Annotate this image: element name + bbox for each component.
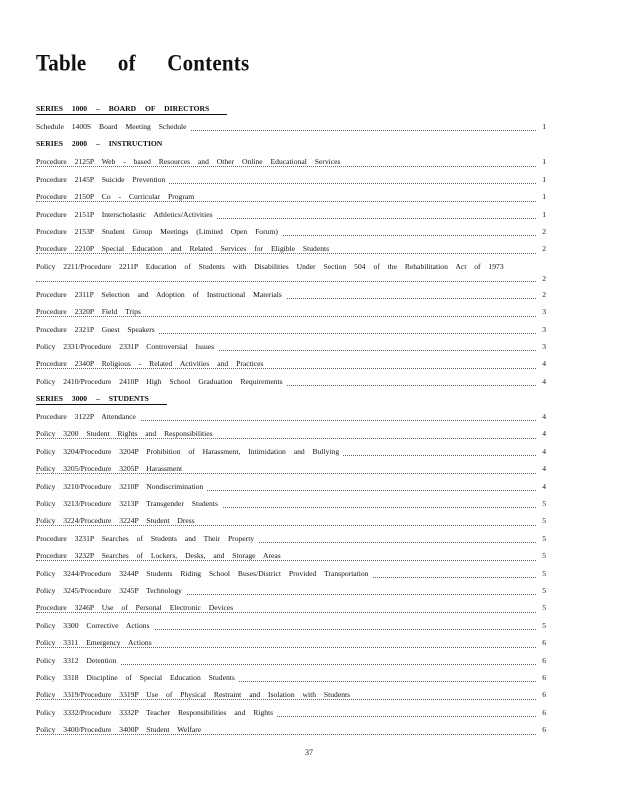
toc-entry-title: Procedure 3231P Searches of Students and Their Property	[36, 534, 258, 543]
toc-entry-page: 2	[539, 286, 546, 303]
toc-entry-page: 6	[539, 704, 546, 721]
toc-entry-title: Policy 3213/Procedure 3213P Transgender Students	[36, 499, 222, 508]
toc-entry[interactable]	[36, 118, 546, 135]
toc-entry[interactable]	[36, 153, 546, 170]
section-header	[36, 135, 546, 153]
section-header-text: SERIES 1000 – BOARD OF DIRECTORS	[36, 103, 227, 115]
toc-entry[interactable]	[36, 188, 546, 205]
toc-entry-page: 1	[539, 118, 546, 135]
toc-entry-title: Procedure 3122P Attendance	[36, 412, 140, 421]
toc-entry-title: Policy 3318 Discipline of Special Education Students	[36, 673, 239, 682]
toc-entry-page: 6	[539, 669, 546, 686]
toc-entry-title: Procedure 3246P Use of Personal Electronic Devices	[36, 603, 237, 612]
toc-entry-page: 5	[539, 547, 546, 564]
toc-entry-page: 4	[539, 425, 546, 442]
toc-entry-page: 3	[539, 338, 546, 355]
toc-entry[interactable]	[36, 223, 546, 240]
toc-entry-page: 1	[539, 153, 546, 170]
toc-entry-title: Procedure 2125P Web - based Resources and Other Online Educational Services	[36, 157, 344, 166]
toc-entry-title: Policy 3312 Detention	[36, 656, 120, 665]
toc-entry-page: 2	[539, 240, 546, 257]
toc-entry-title: Policy 3224/Procedure 3224P Student Dress	[36, 516, 199, 525]
toc-entry-page: 3	[539, 321, 546, 338]
section-header	[36, 390, 546, 408]
toc-entry[interactable]	[36, 460, 546, 477]
toc-entry[interactable]	[36, 373, 546, 390]
dot-leader	[36, 281, 536, 282]
toc-entry[interactable]	[36, 652, 546, 669]
toc-entry-page: 2	[539, 223, 546, 240]
toc-entry-page: 4	[539, 460, 546, 477]
toc-entry[interactable]	[36, 634, 546, 651]
toc-entry[interactable]	[36, 721, 546, 738]
toc-entry-page: 1	[539, 206, 546, 223]
table-of-contents	[36, 100, 546, 739]
toc-entry[interactable]	[36, 530, 546, 547]
toc-entry-title: Policy 3311 Emergency Actions	[36, 638, 156, 647]
toc-entry[interactable]	[36, 478, 546, 495]
toc-entry-title: Procedure 2151P Interscholastic Athletics/Activities	[36, 210, 217, 219]
toc-entry-page: 4	[539, 373, 546, 390]
toc-entry-page: 6	[539, 652, 546, 669]
toc-entry-title: Procedure 2340P Religious - Related Activities and Practices	[36, 359, 268, 368]
dot-leader	[36, 438, 536, 439]
toc-entry[interactable]	[36, 443, 546, 460]
toc-entry-page: 5	[539, 512, 546, 529]
toc-entry-page: 5	[539, 582, 546, 599]
toc-entry-page: 6	[539, 721, 546, 738]
toc-entry-page: 4	[539, 408, 546, 425]
toc-entry[interactable]	[36, 240, 546, 257]
toc-entry[interactable]	[36, 206, 546, 223]
toc-entry-page: 4	[539, 478, 546, 495]
toc-entry[interactable]	[36, 171, 546, 188]
toc-entry-page: 5	[539, 530, 546, 547]
toc-entry[interactable]	[36, 512, 546, 529]
toc-entry[interactable]	[36, 303, 546, 320]
toc-entry-page: 2	[539, 272, 546, 286]
toc-entry-title: Policy 3332/Procedure 3332P Teacher Responsibilities and Rights	[36, 708, 277, 717]
section-header-text: SERIES 3000 – STUDENTS	[36, 393, 167, 405]
toc-entry[interactable]	[36, 565, 546, 582]
toc-entry[interactable]	[36, 704, 546, 721]
toc-entry-title: Policy 3245/Procedure 3245P Technology	[36, 586, 186, 595]
toc-entry[interactable]	[36, 547, 546, 564]
toc-entry-page: 4	[539, 355, 546, 372]
toc-entry-title: Policy 2410/Procedure 2410P High School Graduation Requirements	[36, 377, 287, 386]
toc-entry-page: 1	[539, 171, 546, 188]
toc-entry-title: Procedure 2145P Suicide Prevention	[36, 175, 169, 184]
toc-entry-page: 4	[539, 443, 546, 460]
toc-entry[interactable]	[36, 425, 546, 442]
toc-entry[interactable]	[36, 321, 546, 338]
toc-entry[interactable]	[36, 599, 546, 616]
toc-entry-page: 3	[539, 303, 546, 320]
toc-entry-title: Procedure 2150P Co - Curricular Program	[36, 192, 198, 201]
toc-entry[interactable]	[36, 338, 546, 355]
toc-entry-title: Policy 3200 Student Rights and Responsibilities	[36, 429, 217, 438]
toc-entry[interactable]	[36, 582, 546, 599]
toc-entry-title: Policy 3244/Procedure 3244P Students Riding School Buses/District Provided Transportation	[36, 569, 372, 578]
toc-entry-title: Procedure 2153P Student Group Meetings (Limited Open Forum)	[36, 227, 282, 236]
toc-entry-page: 5	[539, 617, 546, 634]
toc-entry[interactable]	[36, 286, 546, 303]
toc-entry[interactable]	[36, 258, 546, 286]
toc-entry[interactable]	[36, 495, 546, 512]
toc-entry-title: Procedure 3232P Searches of Lockers, Desks, and Storage Areas	[36, 551, 285, 560]
toc-entry-page: 5	[539, 565, 546, 582]
toc-entry[interactable]	[36, 408, 546, 425]
toc-entry-title: Policy 3204/Procedure 3204P Prohibition of Harassment, Intimidation and Bullying	[36, 447, 343, 456]
toc-entry-page: 6	[539, 634, 546, 651]
section-header-text: SERIES 2000 – INSTRUCTION	[36, 139, 163, 149]
toc-entry[interactable]	[36, 355, 546, 372]
toc-entry-title: Policy 3400/Procedure 3400P Student Welfare	[36, 725, 205, 734]
toc-entry-title: Policy 2331/Procedure 2331P Controversial Issues	[36, 342, 218, 351]
toc-entry-title: Procedure 2311P Selection and Adoption of Instructional Materials	[36, 290, 286, 299]
page-number: 37	[305, 748, 313, 757]
toc-entry-title: Policy 2211/Procedure 2211P Education of Students with Disabilities Under Section 504 of the Rehabilitation Act of 1973	[36, 262, 508, 271]
toc-entry-title: Procedure 2321P Guest Speakers	[36, 325, 159, 334]
toc-entry-title: Policy 3205/Procedure 3205P Harassment	[36, 464, 186, 473]
toc-entry-page: 5	[539, 495, 546, 512]
toc-entry-title: Procedure 2320P Field Trips	[36, 307, 145, 316]
toc-entry-page: 1	[539, 188, 546, 205]
toc-entry-title: Policy 3319/Procedure 3319P Use of Physical Restraint and Isolation with Students	[36, 690, 354, 699]
toc-entry-title: Schedule 1400S Board Meeting Schedule	[36, 122, 191, 131]
section-header	[36, 100, 546, 118]
toc-entry-page: 5	[539, 599, 546, 616]
page-title: Table of Contents	[36, 50, 250, 76]
toc-entry[interactable]	[36, 669, 546, 686]
toc-entry-title: Procedure 2210P Special Education and Related Services for Eligible Students	[36, 244, 333, 253]
toc-entry-page: 6	[539, 686, 546, 703]
toc-entry-title: Policy 3300 Corrective Actions	[36, 621, 154, 630]
toc-entry[interactable]	[36, 617, 546, 634]
toc-entry-title: Policy 3210/Procedure 3210P Nondiscrimination	[36, 482, 207, 491]
toc-entry[interactable]	[36, 686, 546, 703]
